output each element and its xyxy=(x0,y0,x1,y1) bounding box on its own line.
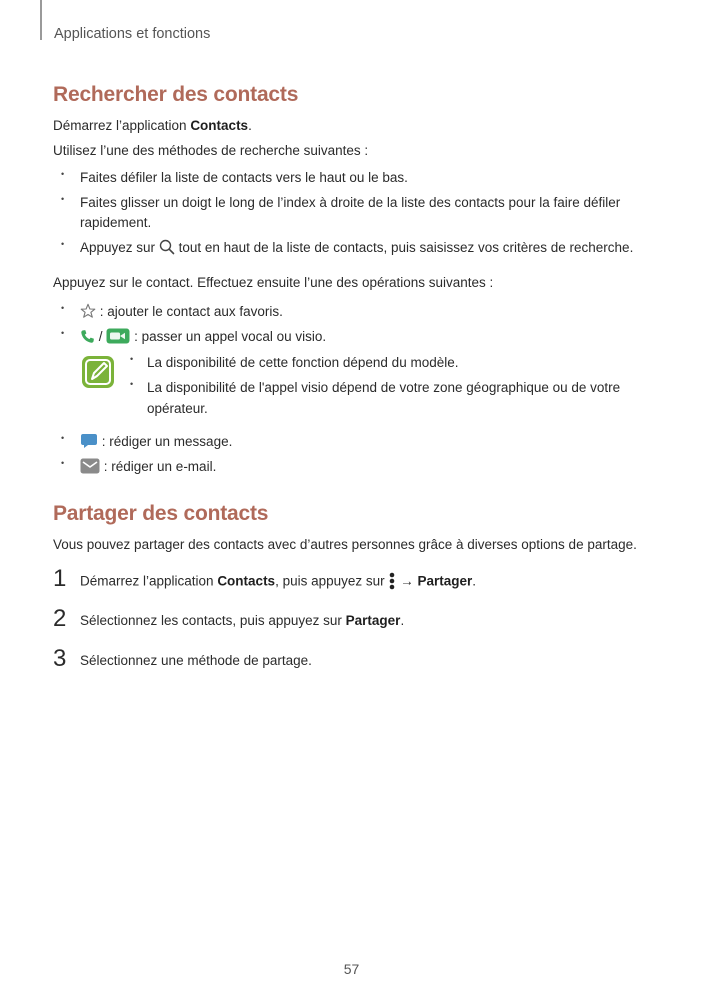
step-text-part: Sélectionnez les contacts, puis appuyez sur xyxy=(80,613,346,628)
share-action-label: Partager xyxy=(345,613,401,628)
section-title-search: Rechercher des contacts xyxy=(53,83,299,106)
share-action-label: Partager xyxy=(417,573,473,589)
list-item-text: : rédiger un message. xyxy=(101,434,233,449)
list-item: • Faites glisser un doigt le long de l’index à droite de la liste des contacts pour la faire défiler xyxy=(80,195,620,210)
list-item-message xyxy=(80,434,232,450)
list-item-call xyxy=(80,329,326,345)
step-text xyxy=(80,613,404,628)
step-text xyxy=(80,573,476,591)
header-side-rule xyxy=(40,0,42,40)
list-item-text: : rédiger un e-mail. xyxy=(103,459,217,474)
share-intro: Vous pouvez partager des contacts avec d’autres personnes grâce à diverses options de partage. xyxy=(53,537,637,552)
search-icon xyxy=(159,239,175,255)
intro-text: Démarrez l’application xyxy=(53,118,191,133)
star-icon xyxy=(80,303,96,319)
list-item: • Faites défiler la liste de contacts vers le haut ou le bas. xyxy=(80,170,408,185)
list-item-text: Appuyez sur xyxy=(80,240,156,255)
list-item xyxy=(80,240,633,256)
list-item-text: : ajouter le contact aux favoris. xyxy=(99,304,283,319)
intro-period: . xyxy=(248,118,252,133)
step-text: Sélectionnez une méthode de partage. xyxy=(80,653,312,668)
step-text-part: . xyxy=(400,613,405,628)
phone-icon xyxy=(80,329,95,344)
intro-paragraph-2: Utilisez l’une des méthodes de recherche suivantes : xyxy=(53,143,369,158)
list-item-favorite xyxy=(80,304,283,320)
message-icon xyxy=(80,433,98,449)
app-name-contacts: Contacts xyxy=(190,118,249,133)
note-item: • La disponibilité de l'appel visio dépend de votre zone géographique ou de votre xyxy=(147,380,620,395)
video-call-icon xyxy=(106,328,130,344)
step-text-part: Démarrez l’application xyxy=(80,573,218,589)
list-item-text: tout en haut de la liste de contacts, puis saisissez vos critères de recherche. xyxy=(178,240,634,255)
step-text-part: . xyxy=(472,573,476,589)
more-options-icon xyxy=(388,572,396,590)
section-header: Applications et fonctions xyxy=(54,26,211,42)
email-icon xyxy=(80,458,100,474)
separator-slash: / xyxy=(98,329,103,344)
list-item-email xyxy=(80,459,216,475)
step-number: 2 xyxy=(53,605,67,632)
step-number: 3 xyxy=(53,645,67,672)
app-name-contacts: Contacts xyxy=(217,573,276,589)
page-number: 57 xyxy=(343,961,360,977)
step-text-part: , puis appuyez sur xyxy=(275,573,389,589)
list-item-continuation: rapidement. xyxy=(80,215,152,230)
section-title-share: Partager des contacts xyxy=(53,502,269,525)
step-number: 1 xyxy=(53,565,67,592)
note-icon xyxy=(81,355,115,389)
list-item-text: : passer un appel vocal ou visio. xyxy=(134,329,327,344)
note-item: • La disponibilité de cette fonction dépend du modèle. xyxy=(147,355,458,370)
actions-intro: Appuyez sur le contact. Effectuez ensuite l’une des opérations suivantes : xyxy=(53,275,494,290)
intro-paragraph-1 xyxy=(53,118,252,133)
note-item-continuation: opérateur. xyxy=(147,401,208,416)
arrow: → xyxy=(400,573,418,589)
